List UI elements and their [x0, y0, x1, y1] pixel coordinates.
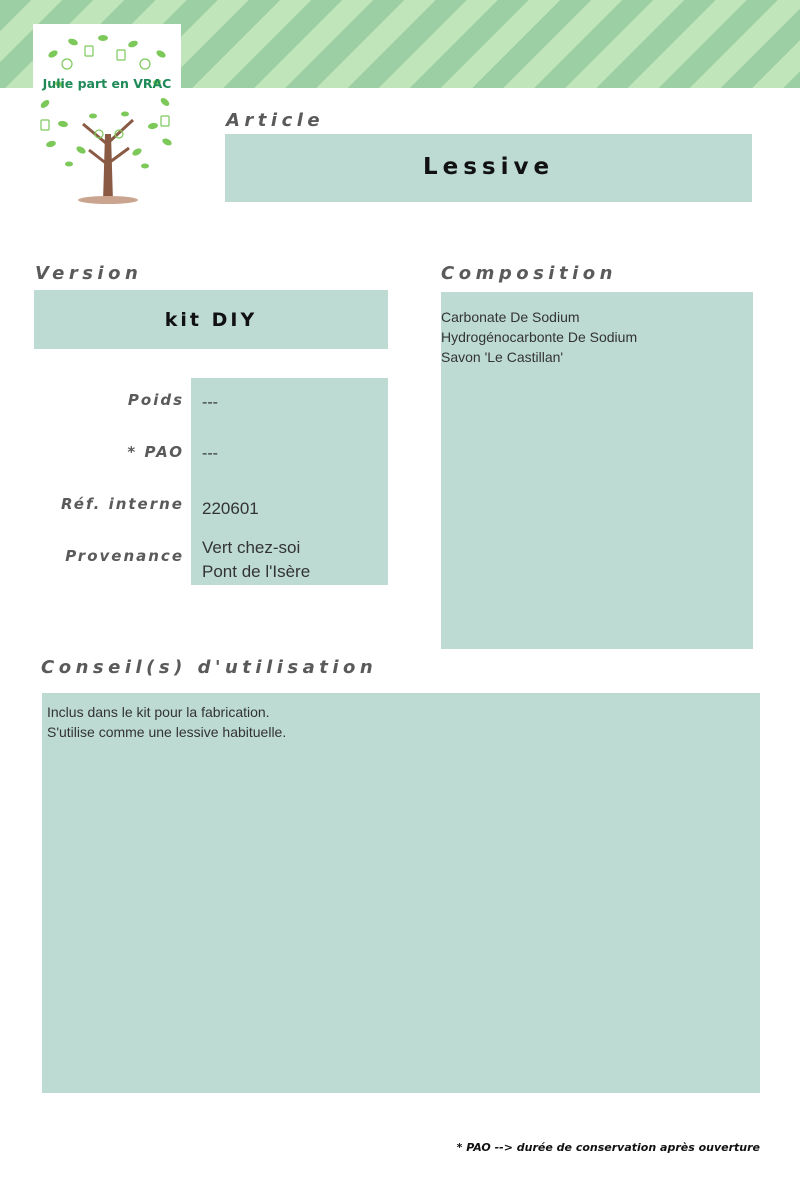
- article-box: [225, 134, 752, 202]
- provenance-label: Provenance: [65, 547, 184, 565]
- composition-item: Hydrogénocarbonte De Sodium: [441, 329, 638, 345]
- provenance-line: Vert chez-soi: [202, 538, 301, 557]
- logo: [33, 24, 181, 204]
- logo-text: Julie part en VRAC: [42, 76, 172, 91]
- conseils-text: [47, 702, 286, 742]
- conseils-box: [42, 693, 760, 1093]
- composition-label: Composition: [441, 263, 617, 284]
- provenance-value: [202, 536, 382, 584]
- article-label: Article: [226, 110, 325, 131]
- ref-interne-label: Réf. interne: [60, 495, 184, 513]
- composition-list: [441, 307, 637, 367]
- poids-label: Poids: [127, 391, 184, 409]
- conseils-label: Conseil(s) d'utilisation: [41, 657, 378, 678]
- version-label: Version: [35, 263, 143, 284]
- conseils-line: S'utilise comme une lessive habituelle.: [47, 724, 287, 740]
- footnote: * PAO --> durée de conservation après ouverture: [456, 1141, 760, 1154]
- pao-label: * PAO: [127, 443, 184, 461]
- article-title: Lessive: [422, 154, 555, 180]
- provenance-line: Pont de l'Isère: [202, 562, 311, 581]
- poids-value: ---: [202, 394, 218, 411]
- composition-item: Carbonate De Sodium: [441, 309, 580, 325]
- conseils-line: Inclus dans le kit pour la fabrication.: [47, 704, 270, 720]
- tree-logo-icon: [33, 24, 181, 204]
- version-value: kit DIY: [164, 309, 258, 331]
- ref-interne-value: 220601: [202, 499, 259, 518]
- composition-item: Savon 'Le Castillan': [441, 349, 564, 365]
- version-box: [34, 290, 388, 349]
- pao-value: ---: [202, 445, 218, 462]
